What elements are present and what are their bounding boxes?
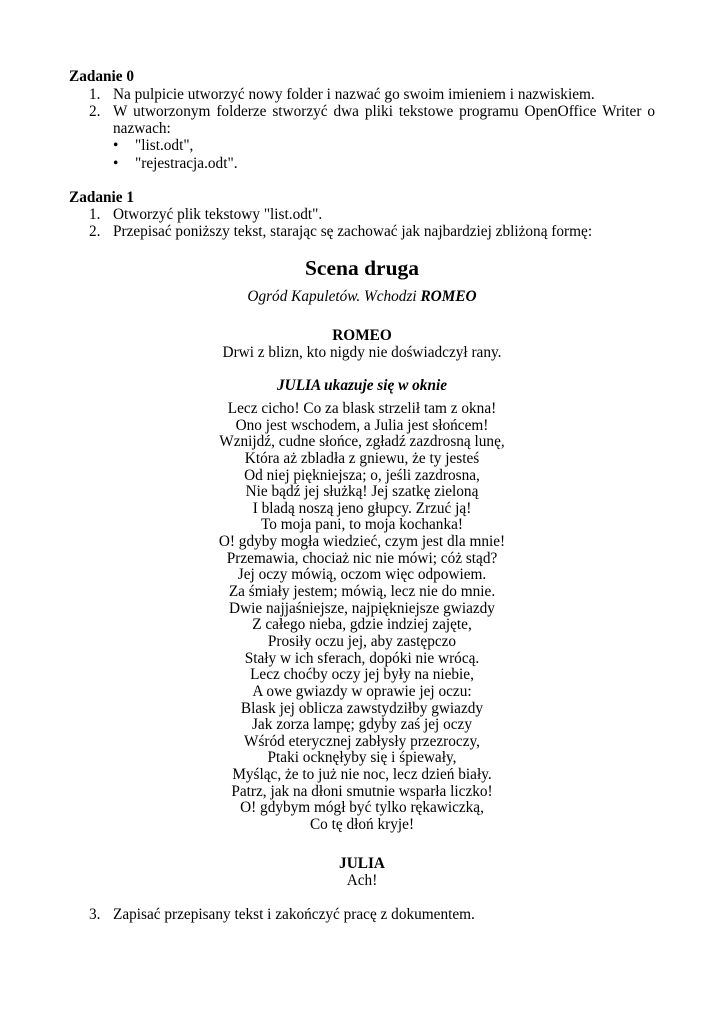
- speaker-julia: JULIA: [339, 855, 385, 872]
- bullet-mark: •: [113, 137, 119, 154]
- verse-line: Wznijdź, cudne słońce, zgładź zazdrosną lunę,: [219, 433, 505, 451]
- verse-line: A owe gwiazdy w oprawie jej oczu:: [252, 682, 472, 700]
- verse-line: Za śmiały jestem; mówią, lecz nie do mnie.: [228, 583, 496, 601]
- item-text: Zapisać przepisany tekst i zakończyć pracę z dokumentem.: [113, 906, 475, 923]
- verse-line: I bladą noszą jeno głupcy. Zrzuć ją!: [252, 499, 472, 517]
- stage-direction: JULIA ukazuje się w oknie: [277, 377, 447, 394]
- verse-line: Ono jest wschodem, a Julia jest słońcem!: [235, 416, 489, 434]
- verse-line: O! gdyby mogła wiedzieć, czym jest dla mnie!: [218, 533, 506, 551]
- scene-subtitle: [0, 288, 724, 305]
- scene-title: Scena druga: [304, 256, 420, 280]
- item-number: 1.: [89, 86, 101, 103]
- verse-line: Prosiły oczu jej, aby zastępczo: [267, 632, 457, 650]
- task1-item-3: [89, 906, 655, 923]
- verse-line: Z całego nieba, gdzie indziej zajęte,: [252, 616, 472, 634]
- item-number: 2.: [89, 223, 101, 240]
- verse-line: Myśląc, że to już nie noc, lecz dzień biały.: [232, 766, 492, 784]
- verse-line: Co tę dłoń kryje!: [309, 816, 415, 834]
- task0-bullet-2: [113, 155, 238, 172]
- verse-line: Od niej piękniejsza; o, jeśli zazdrosna,: [244, 466, 480, 484]
- verse-line: O! gdybym mógł być tylko rękawiczką,: [240, 799, 484, 817]
- bullet-mark: •: [113, 155, 119, 172]
- verse-line: To moja pani, to moja kochanka!: [261, 516, 463, 534]
- verse-line: Która aż zbladła z gniewu, że ty jesteś: [244, 449, 480, 467]
- task0-title: Zadanie 0: [69, 68, 135, 85]
- item-text: W utworzonym folderze stworzyć dwa pliki tekstowe programu OpenOffice Writer o nazwach:: [113, 103, 655, 137]
- verse-line: Lecz choćby oczy jej były na niebie,: [250, 666, 474, 684]
- verse-line: Ptaki ocknęłyby się i śpiewały,: [267, 749, 457, 767]
- task1-title: Zadanie 1: [69, 189, 135, 206]
- verse-block: [0, 401, 724, 834]
- speaker-romeo: ROMEO: [332, 327, 392, 344]
- verse-line: Lecz cicho! Co za blask strzelił tam z okna!: [227, 400, 497, 417]
- julia-line: Ach!: [346, 872, 378, 889]
- scene-subtitle-bold: ROMEO: [420, 288, 477, 305]
- verse-line: Jej oczy mówią, oczom więc odpowiem.: [237, 566, 487, 584]
- bullet-text: "list.odt",: [135, 137, 194, 154]
- item-text: Na pulpicie utworzyć nowy folder i nazwać go swoim imieniem i nazwiskiem.: [113, 86, 595, 103]
- task0-item-1: [89, 86, 655, 103]
- verse-line: Blask jej oblicza zawstydziłby gwiazdy: [240, 699, 484, 717]
- task0-item-2: [89, 103, 655, 137]
- item-number: 3.: [89, 906, 101, 923]
- task1-item-1: [89, 206, 655, 223]
- bullet-text: "rejestracja.odt".: [135, 155, 238, 172]
- verse-line: Jak zorza lampę; gdyby zaś jej oczy: [251, 716, 472, 734]
- item-number: 1.: [89, 206, 101, 223]
- verse-line: Wśród eterycznej zabłysły przezroczy,: [244, 732, 480, 750]
- verse-line: Patrz, jak na dłoni smutnie wsparła liczko!: [231, 782, 493, 800]
- item-text: Przepisać poniższy tekst, starając sę zachować jak najbardziej zbliżoną formę:: [113, 223, 593, 240]
- task0-bullet-1: [113, 137, 193, 154]
- romeo-line: Drwi z blizn, kto nigdy nie doświadczył rany.: [222, 344, 502, 361]
- item-number: 2.: [89, 103, 101, 120]
- verse-line: Dwie najjaśniejsze, najpiękniejsze gwiazdy: [229, 599, 495, 617]
- verse-line: Stały w ich sferach, dopóki nie wrócą.: [244, 649, 480, 667]
- verse-line: Przemawia, chociaż nic nie mówi; cóż stąd?: [226, 549, 498, 567]
- scene-subtitle-italic: Ogród Kapuletów. Wchodzi: [247, 288, 421, 305]
- task1-item-2: [89, 223, 655, 240]
- item-text: Otworzyć plik tekstowy "list.odt".: [113, 206, 323, 223]
- verse-line: Nie bądź jej służką! Jej szatkę zieloną: [245, 483, 479, 501]
